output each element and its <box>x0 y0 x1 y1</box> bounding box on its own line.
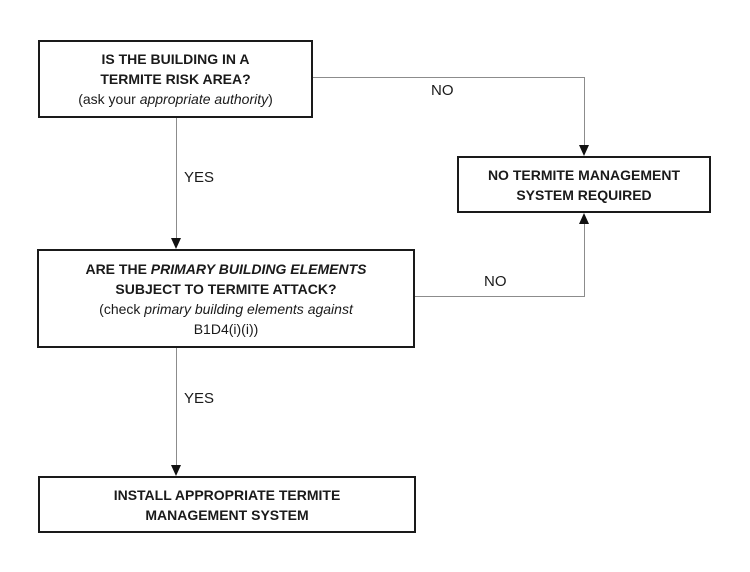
connector-no-q2-vertical <box>584 222 585 297</box>
arrowhead-down-into-install <box>171 465 181 476</box>
decision-box-termite-risk-area <box>38 40 313 118</box>
outcome-line: MANAGEMENT SYSTEM <box>145 506 309 523</box>
outcome-line: NO TERMITE MANAGEMENT <box>487 166 681 183</box>
connector-no-q1-vertical <box>584 77 585 145</box>
outcome-box-no-system-required <box>457 156 711 213</box>
edge-label-yes-2: YES <box>184 390 215 407</box>
decision-question-line: TERMITE RISK AREA? <box>100 71 251 87</box>
outcome-box-install-system <box>38 476 416 533</box>
outcome-line: SYSTEM REQUIRED <box>516 186 652 203</box>
edge-label-no-1: NO <box>431 82 454 99</box>
decision-note: (ask your appropriate authority) <box>78 91 273 107</box>
decision-question-line: ARE THE PRIMARY BUILDING ELEMENTS <box>85 260 367 277</box>
decision-question-line: IS THE BUILDING IN A <box>101 51 250 67</box>
arrowhead-down-into-nosys <box>579 145 589 156</box>
arrowhead-up-into-nosys <box>579 213 589 224</box>
connector-yes-q2-to-install <box>176 348 177 467</box>
decision-question-line: SUBJECT TO TERMITE ATTACK? <box>115 280 337 297</box>
decision-note-reference: B1D4(i)(i)) <box>193 320 259 337</box>
arrowhead-down-into-q2 <box>171 238 181 249</box>
edge-label-no-2: NO <box>484 273 507 290</box>
connector-no-q1-horizontal <box>313 77 585 78</box>
outcome-line: INSTALL APPROPRIATE TERMITE <box>113 486 341 503</box>
edge-label-yes-1: YES <box>184 169 215 186</box>
connector-yes-top-to-q2 <box>176 118 177 240</box>
decision-box-primary-building-elements <box>37 249 415 348</box>
connector-no-q2-horizontal <box>415 296 585 297</box>
decision-note: (check primary building elements against <box>99 300 353 317</box>
